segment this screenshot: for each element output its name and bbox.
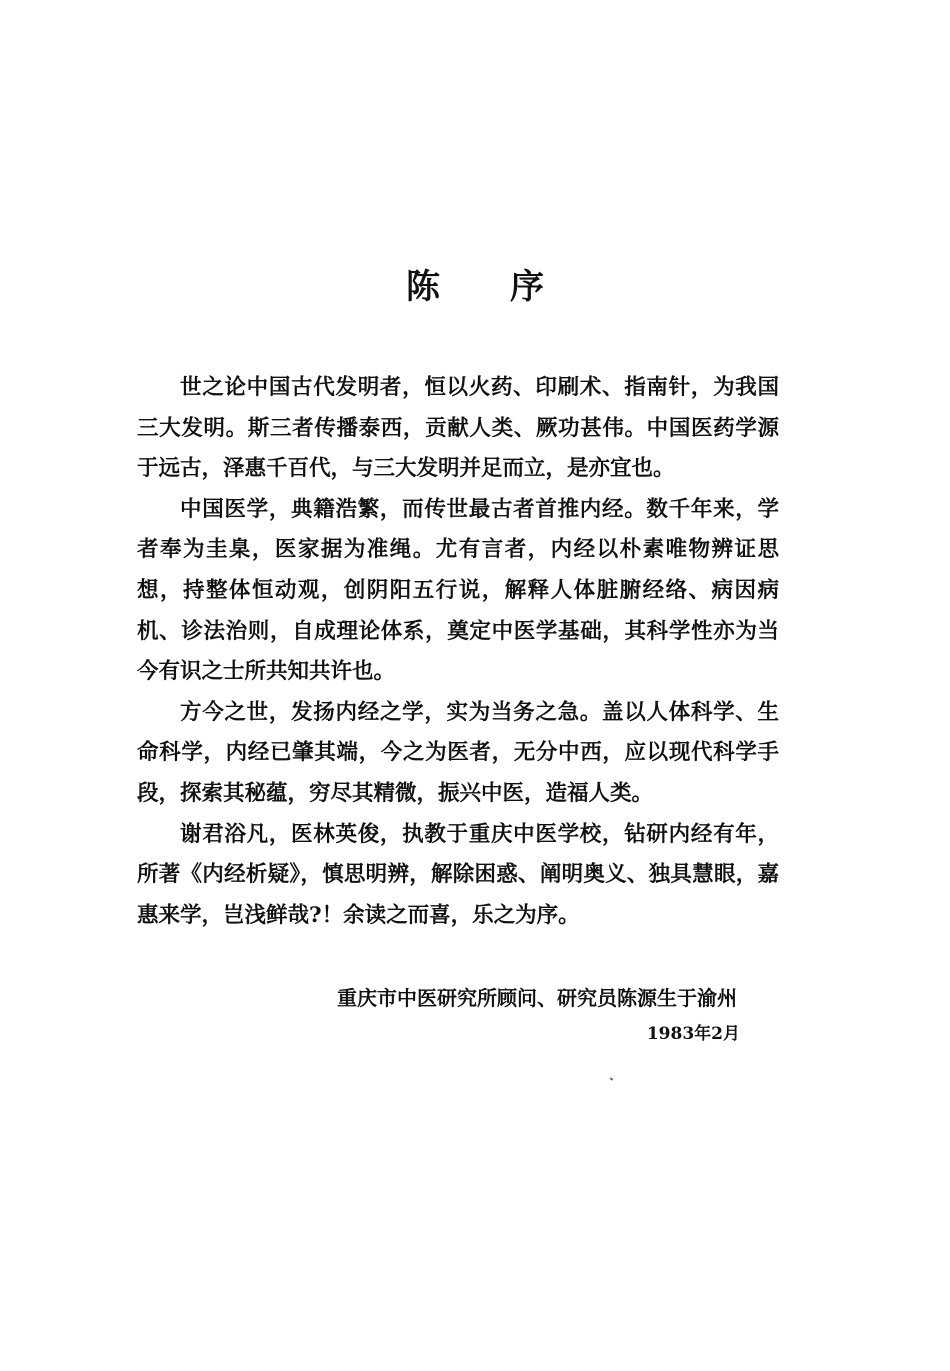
title-char-2: 序 xyxy=(510,267,544,307)
paragraph-2: 中国医学，典籍浩繁，而传世最古者首推内经。数千年来，学者奉为圭臬，医家据为准绳。尤有言者，内经以朴素唯物辨证思想，持整体恒动观，创阴阳五行说，解释人体脏腑经络、病因病机、诊法治则，自成理论体系，奠定中医学基础，其科学性亦为当今有识之士所共知共许也。 xyxy=(137,496,779,685)
title-char-1: 陈 xyxy=(406,267,440,307)
paragraph-1: 世之论中国古代发明者，恒以火药、印刷术、指南针，为我国三大发明。斯三者传播泰西，贡献人类、厥功甚伟。中国医药学源于远古，泽惠千百代，与三大发明并足而立，是亦宜也。 xyxy=(137,375,779,482)
date-line: 1983年2月 xyxy=(646,1024,740,1044)
scan-speck xyxy=(610,1077,614,1080)
paragraph-4: 谢君浴凡，医林英俊，执教于重庆中医学校，钻研内经有年，所著《内经析疑》，慎思明辨，解除困惑、阐明奥义、独具慧眼，嘉惠来学，岂浅鲜哉?！余读之而喜，乐之为序。 xyxy=(137,821,779,928)
paragraph-3: 方今之世，发扬内经之学，实为当务之急。盖以人体科学、生命科学，内经已肇其端，今之为医者，无分中西，应以现代科学手段，探索其秘蕴，穷尽其精微，振兴中医，造福人类。 xyxy=(137,699,779,806)
author-signature: 重庆市中医研究所顾问、研究员陈源生于渝州 xyxy=(337,986,737,1010)
preface-body xyxy=(137,368,779,936)
page-title xyxy=(0,262,950,312)
